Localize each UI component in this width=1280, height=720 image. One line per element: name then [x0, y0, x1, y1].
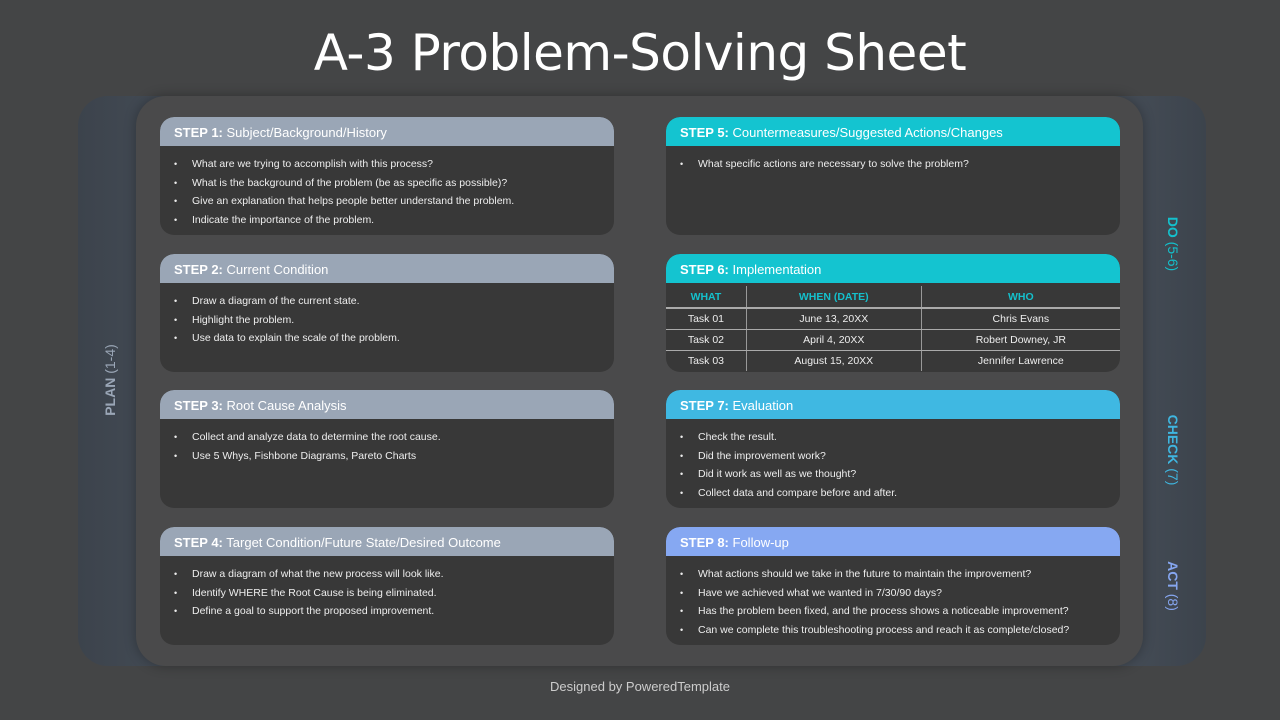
list-item: • Check the result.	[680, 428, 1106, 447]
list-item: • Indicate the importance of the problem.	[174, 211, 600, 230]
implementation-table	[666, 286, 1120, 371]
step-header	[160, 254, 614, 283]
step-card-1	[160, 117, 614, 235]
table-row	[666, 329, 1120, 350]
step-card-5	[666, 117, 1120, 235]
step-title: Root Cause Analysis	[226, 398, 347, 413]
list-item: • Use data to explain the scale of the problem.	[174, 329, 600, 348]
table-cell: Jennifer Lawrence	[977, 354, 1064, 367]
step-card-3	[160, 390, 614, 508]
step-title: Subject/Background/History	[226, 125, 387, 140]
table-cell: Task 01	[666, 308, 746, 329]
list-item: • Has the problem been fixed, and the process shows a noticeable improvement?	[680, 602, 1106, 621]
list-item: • What is the background of the problem (be as specific as possible)?	[174, 174, 600, 193]
bullet-list	[160, 422, 614, 465]
list-item: • Highlight the problem.	[174, 311, 600, 330]
list-item: • What actions should we take in the future to maintain the improvement?	[680, 565, 1106, 584]
list-item: • Define a goal to support the proposed improvement.	[174, 602, 600, 621]
step-header	[666, 117, 1120, 146]
bullet-list	[666, 149, 1120, 174]
step-title: Evaluation	[732, 398, 794, 413]
list-item: • Draw a diagram of the current state.	[174, 292, 600, 311]
phase-check: CHECK (7)	[1165, 414, 1181, 486]
phase-plan: PLAN (1-4)	[102, 344, 118, 416]
list-item: • Did it work as well as we thought?	[680, 465, 1106, 484]
bullet-list	[160, 559, 614, 621]
list-item: • Give an explanation that helps people better understand the problem.	[174, 192, 600, 211]
list-item: • Draw a diagram of what the new process will look like.	[174, 565, 600, 584]
table-row	[666, 308, 1120, 329]
step-card-8	[666, 527, 1120, 645]
step-header	[160, 117, 614, 146]
step-card-4	[160, 527, 614, 645]
step-number: STEP 6:	[680, 262, 729, 277]
column-header: WHEN (DATE)	[746, 286, 921, 308]
column-header: WHAT	[666, 286, 746, 308]
table-cell: Task 02	[666, 329, 746, 350]
table-cell: April 4, 20XX	[746, 329, 921, 350]
step-card-6	[666, 254, 1120, 372]
step-number: STEP 2:	[174, 262, 223, 277]
step-header	[666, 254, 1120, 283]
step-title: Follow-up	[732, 535, 789, 550]
list-item: • Did the improvement work?	[680, 447, 1106, 466]
column-header: WHO	[921, 286, 1120, 308]
table-row	[666, 350, 1120, 371]
step-card-7	[666, 390, 1120, 508]
phase-act: ACT (8)	[1165, 561, 1181, 611]
step-number: STEP 4:	[174, 535, 223, 550]
step-number: STEP 8:	[680, 535, 729, 550]
bullet-list	[160, 286, 614, 348]
list-item: • Can we complete this troubleshooting process and reach it as complete/closed?	[680, 621, 1106, 640]
bullet-list	[666, 559, 1120, 639]
step-card-2	[160, 254, 614, 372]
step-number: STEP 1:	[174, 125, 223, 140]
step-title: Current Condition	[226, 262, 329, 277]
page-title: A-3 Problem-Solving Sheet	[313, 24, 967, 82]
table-cell: Robert Downey, JR	[921, 329, 1120, 350]
step-number: STEP 5:	[680, 125, 729, 140]
table-cell: Chris Evans	[921, 308, 1120, 329]
table-cell: August 15, 20XX	[746, 350, 921, 371]
list-item: • What specific actions are necessary to solve the problem?	[680, 155, 1106, 174]
bullet-list	[666, 422, 1120, 502]
list-item: • Collect and analyze data to determine the root cause.	[174, 428, 600, 447]
step-header	[160, 390, 614, 419]
step-title: Implementation	[732, 262, 822, 277]
step-header	[160, 527, 614, 556]
table-cell: Task 03	[666, 350, 746, 371]
list-item: • Have we achieved what we wanted in 7/30/90 days?	[680, 584, 1106, 603]
step-number: STEP 3:	[174, 398, 223, 413]
step-header	[666, 527, 1120, 556]
list-item: • Use 5 Whys, Fishbone Diagrams, Pareto Charts	[174, 447, 600, 466]
list-item: • What are we trying to accomplish with this process?	[174, 155, 600, 174]
step-title: Target Condition/Future State/Desired Outcome	[226, 535, 501, 550]
step-title: Countermeasures/Suggested Actions/Changes	[732, 125, 1003, 140]
footer-credit: Designed by PoweredTemplate	[550, 679, 730, 694]
list-item: • Collect data and compare before and after.	[680, 484, 1106, 503]
list-item: • Identify WHERE the Root Cause is being eliminated.	[174, 584, 600, 603]
step-number: STEP 7:	[680, 398, 729, 413]
bullet-list	[160, 149, 614, 229]
phase-do: DO (5-6)	[1165, 216, 1181, 272]
table-cell: June 13, 20XX	[746, 308, 921, 329]
step-header	[666, 390, 1120, 419]
